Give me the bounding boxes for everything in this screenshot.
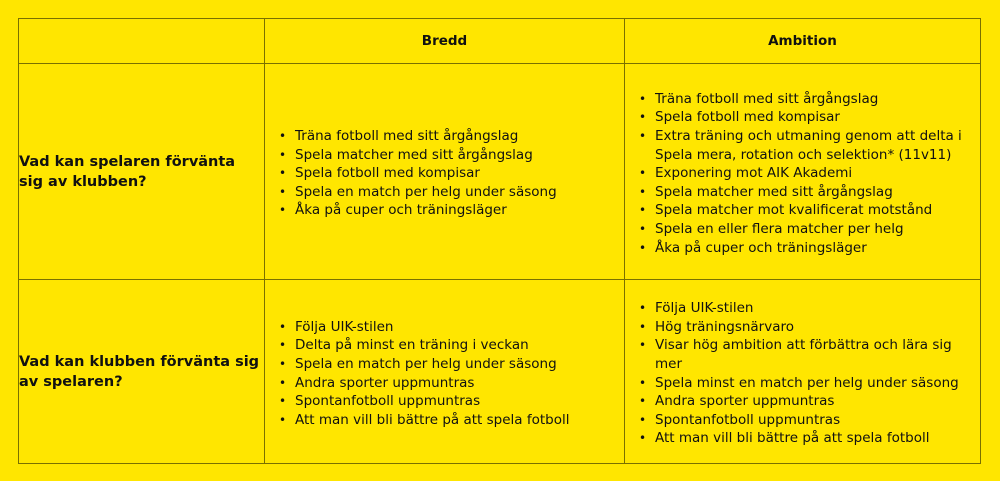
list-item-text: Följa UIK-stilen: [655, 300, 754, 317]
bullet-icon: •: [639, 412, 647, 427]
expectations-table: [18, 18, 981, 464]
list-item-text: Visar hög ambition att förbättra och lära sig mer: [655, 337, 952, 372]
bullet-icon: •: [279, 356, 287, 371]
list-item: [639, 201, 974, 220]
header-row: [19, 19, 981, 64]
list-item: [639, 336, 974, 373]
table-row-player-expectations: [19, 64, 981, 280]
list-item: [279, 411, 618, 430]
list-item: [279, 146, 618, 165]
list-item-text: Hög träningsnärvaro: [655, 318, 795, 335]
list-item: [639, 374, 974, 393]
bullet-icon: •: [639, 338, 647, 353]
column-header-ambition: Ambition: [625, 19, 981, 64]
list-item: [279, 127, 618, 146]
bullet-icon: •: [279, 184, 287, 199]
list-item-text: Spela minst en match per helg under säsong: [655, 374, 959, 391]
bullet-icon: •: [279, 147, 287, 162]
bullet-icon: •: [639, 184, 647, 199]
list-item: [639, 90, 974, 109]
list-item: [639, 239, 974, 258]
bullet-icon: •: [639, 129, 647, 144]
row-header-player-expects: Vad kan spelaren förvänta sig av klubben?: [19, 64, 265, 280]
bullet-icon: •: [279, 375, 287, 390]
list-item: [639, 411, 974, 430]
list-item-text: Spela matcher mot kvalificerat motstånd: [655, 202, 933, 219]
list-item-text: Träna fotboll med sitt årgångslag: [655, 90, 879, 107]
list-item-text: Spela en eller flera matcher per helg: [655, 220, 904, 237]
corner-cell: [19, 19, 265, 64]
list-item-text: Extra träning och utmaning genom att delta i Spela mera, rotation och selektion* (11v11): [655, 128, 962, 163]
list-item-text: Spontanfotboll uppmuntras: [655, 411, 841, 428]
list-item-text: Åka på cuper och träningsläger: [295, 202, 507, 219]
list: [265, 123, 624, 220]
list-item-text: Andra sporter uppmuntras: [655, 393, 835, 410]
list-item: [279, 183, 618, 202]
bullet-icon: •: [279, 129, 287, 144]
list-item-text: Spela en match per helg under säsong: [295, 355, 557, 372]
bullet-icon: •: [639, 166, 647, 181]
bullet-icon: •: [639, 91, 647, 106]
list-item: [639, 108, 974, 127]
list: [625, 295, 980, 448]
bullet-icon: •: [639, 319, 647, 334]
bullet-icon: •: [279, 166, 287, 181]
list-item: [279, 201, 618, 220]
cell-ambition-club: [625, 280, 981, 464]
bullet-icon: •: [279, 203, 287, 218]
cell-bredd-player: [265, 64, 625, 280]
bullet-icon: •: [279, 412, 287, 427]
table-row-club-expectations: [19, 280, 981, 464]
bullet-icon: •: [639, 110, 647, 125]
list-item: [279, 355, 618, 374]
list-item-text: Att man vill bli bättre på att spela fotboll: [295, 411, 570, 428]
bullet-icon: •: [639, 301, 647, 316]
list-item-text: Spela fotboll med kompisar: [295, 165, 480, 182]
bullet-icon: •: [639, 203, 647, 218]
list-item-text: Åka på cuper och träningsläger: [655, 239, 867, 256]
bullet-icon: •: [279, 319, 287, 334]
list-item-text: Exponering mot AIK Akademi: [655, 165, 853, 182]
bullet-icon: •: [279, 394, 287, 409]
list-item-text: Andra sporter uppmuntras: [295, 374, 475, 391]
list-item-text: Spela matcher med sitt årgångslag: [655, 183, 893, 200]
list-item: [639, 220, 974, 239]
bullet-icon: •: [639, 240, 647, 255]
list-item: [639, 429, 974, 448]
list-item-text: Spela en match per helg under säsong: [295, 183, 557, 200]
list-item: [639, 318, 974, 337]
list-item-text: Att man vill bli bättre på att spela fotboll: [655, 430, 930, 447]
column-header-bredd: Bredd: [265, 19, 625, 64]
list-item: [279, 392, 618, 411]
list: [265, 314, 624, 430]
bullet-icon: •: [639, 394, 647, 409]
cell-bredd-club: [265, 280, 625, 464]
list-item-text: Spela fotboll med kompisar: [655, 109, 840, 126]
bullet-icon: •: [279, 338, 287, 353]
list-item: [639, 127, 974, 164]
list-item: [639, 299, 974, 318]
list-item: [279, 318, 618, 337]
bullet-icon: •: [639, 221, 647, 236]
bullet-icon: •: [639, 375, 647, 390]
list-item: [279, 164, 618, 183]
row-header-club-expects: Vad kan klubben förvänta sig av spelaren?: [19, 280, 265, 464]
list-item-text: Träna fotboll med sitt årgångslag: [295, 128, 519, 145]
list-item: [639, 392, 974, 411]
bullet-icon: •: [639, 431, 647, 446]
list-item: [639, 183, 974, 202]
list: [625, 86, 980, 257]
list-item: [279, 336, 618, 355]
list-item-text: Delta på minst en träning i veckan: [295, 337, 529, 354]
cell-ambition-player: [625, 64, 981, 280]
expectations-table-container: [18, 18, 980, 463]
list-item-text: Följa UIK-stilen: [295, 318, 394, 335]
list-item: [639, 164, 974, 183]
list-item-text: Spontanfotboll uppmuntras: [295, 393, 481, 410]
list-item: [279, 374, 618, 393]
list-item-text: Spela matcher med sitt årgångslag: [295, 146, 533, 163]
